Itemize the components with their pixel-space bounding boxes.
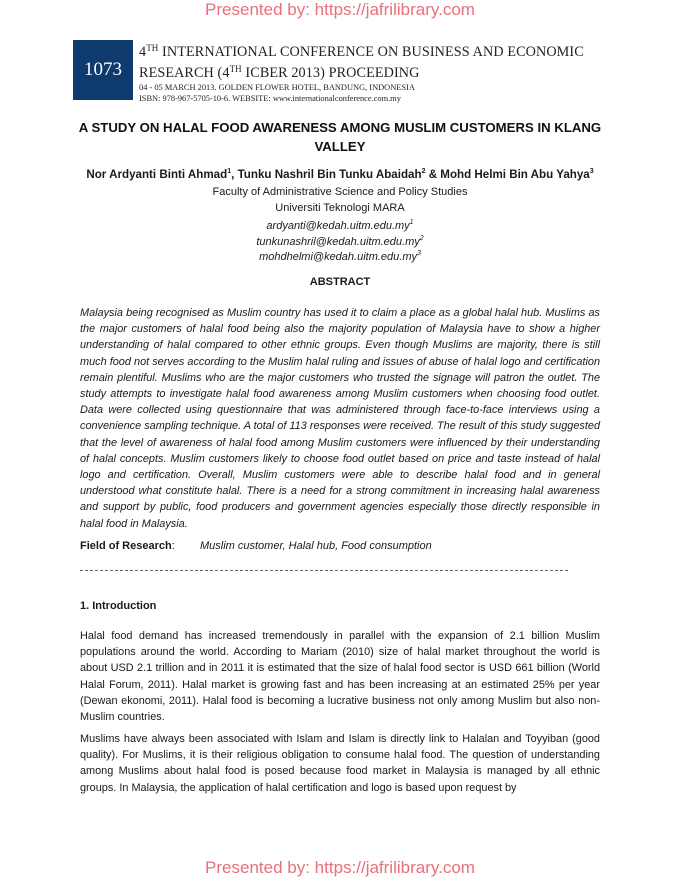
field-of-research-value: Muslim customer, Halal hub, Food consumption bbox=[200, 540, 432, 552]
field-of-research bbox=[80, 540, 600, 552]
affiliation-university: Universiti Teknologi MARA bbox=[275, 202, 405, 214]
conference-venue: 04 - 05 MARCH 2013. GOLDEN FLOWER HOTEL, BANDUNG, INDONESIA bbox=[139, 83, 415, 92]
abstract-text: Malaysia being recognised as Muslim country has used it to claim a place as a global halal hub. Muslims as the major customers of halal food being also the majority population of Malaysia have to show a higher understanding of halal compared to other ethnic groups. Even though Muslims are majority, there is still much food not serves according to the Muslim halal ruling and issues of abuse of halal logo and certification remain plentiful. Muslims who are the major customers who trusted the signage will patron the outlet. The study attempts to investigate halal food awareness among Muslim customers when choosing food outlet. Data were collected using questionnaire that was administered through face-to-face interviews using a convenience sampling technique. A total of 113 responses were received. The result of this study suggested that the level of awareness of halal food among Muslim customers were influenced by their understanding of halal concepts. Muslim customers likely to choose food outlet based on price and taste instead of halal logo and certification. Overall, Muslim customers were able to describe halal food and in general understood what constitute halal. There is a need for a strong commitment in increasing halal awareness and support by public, food producers and government agencies especially those directly responsible in halal food in Malaysia. bbox=[80, 307, 600, 530]
ordinal-suffix: TH bbox=[146, 43, 159, 53]
page-number-badge: 1073 bbox=[73, 40, 133, 100]
author-separator: & bbox=[425, 168, 441, 181]
field-of-research-label: Field of Research bbox=[80, 540, 172, 552]
paper-title bbox=[70, 118, 610, 156]
email-superscript: 3 bbox=[417, 250, 421, 257]
email-address[interactable]: mohdhelmi@kedah.uitm.edu.my bbox=[259, 251, 417, 263]
email-address[interactable]: tunkunashril@kedah.uitm.edu.my bbox=[256, 236, 420, 248]
section-divider bbox=[80, 570, 568, 571]
section-heading-introduction: 1. Introduction bbox=[80, 600, 157, 612]
author-separator: , bbox=[231, 168, 238, 181]
author-superscript: 3 bbox=[589, 168, 594, 175]
conference-title-line1 bbox=[139, 40, 584, 61]
email-superscript: 1 bbox=[409, 219, 414, 226]
conference-title-text: ICBER 2013) PROCEEDING bbox=[241, 65, 420, 81]
field-of-research-colon: : bbox=[171, 540, 175, 552]
watermark-top: Presented by: https://jafrilibrary.com bbox=[205, 0, 475, 19]
conference-title-text: INTERNATIONAL CONFERENCE ON BUSINESS AND ECONOMIC bbox=[158, 44, 584, 60]
email-address[interactable]: ardyanti@kedah.uitm.edu.my bbox=[266, 220, 410, 232]
proceeding-header bbox=[73, 40, 613, 103]
author-name: Tunku Nashril Bin Tunku Abaidah bbox=[237, 168, 422, 181]
author-superscript: 2 bbox=[421, 168, 426, 175]
author-name: Nor Ardyanti Binti Ahmad bbox=[86, 168, 228, 181]
conference-info bbox=[139, 40, 584, 104]
abstract-heading: ABSTRACT bbox=[309, 276, 371, 288]
paper-title-line1: A STUDY ON HALAL FOOD AWARENESS AMONG MUSLIM CUSTOMERS IN KLANG bbox=[78, 120, 602, 135]
conference-title-text: RESEARCH (4 bbox=[139, 65, 230, 81]
conference-title-line2 bbox=[139, 61, 584, 82]
ordinal-suffix: TH bbox=[229, 64, 242, 74]
body-paragraph: Halal food demand has increased tremendously in parallel with the expansion of 2.1 billion Muslim populations around the world. According to Mariam (2010) size of halal market throughout the world is about USD 2.1 trillion and in 2011 it is estimated that the size of halal food sector is USD 661 billion (World Halal Forum, 2011). Halal market is growing fast and has been increasing at an estimated 25% per year (Dewan ekonomi, 2011). Halal food is becoming a lucrative business not only among Muslim but also non-Muslim countries. bbox=[80, 630, 600, 724]
author-list bbox=[60, 168, 620, 181]
ordinal-number: 4 bbox=[139, 44, 147, 60]
author-name: Mohd Helmi Bin Abu Yahya bbox=[440, 168, 590, 181]
author-email[interactable] bbox=[70, 246, 610, 265]
author-superscript: 1 bbox=[227, 168, 232, 175]
paper-title-line2: VALLEY bbox=[314, 139, 366, 154]
watermark-bottom: Presented by: https://jafrilibrary.com bbox=[205, 858, 475, 877]
conference-isbn: ISBN: 978-967-5705-10-6. WEBSITE: www.internationalconference.com.my bbox=[139, 94, 401, 103]
email-superscript: 2 bbox=[419, 235, 424, 242]
body-paragraph: Muslims have always been associated with Islam and Islam is directly link to Halalan and Toyyiban (good quality). For Muslims, it is their religious obligation to consume halal food. The question of understanding among Muslims about halal food is posed because food market in Malaysia is managed by all ethnic groups. In Malaysia, the application of halal certification and logo is based upon request by bbox=[80, 733, 600, 794]
affiliation-faculty: Faculty of Administrative Science and Policy Studies bbox=[212, 186, 468, 198]
